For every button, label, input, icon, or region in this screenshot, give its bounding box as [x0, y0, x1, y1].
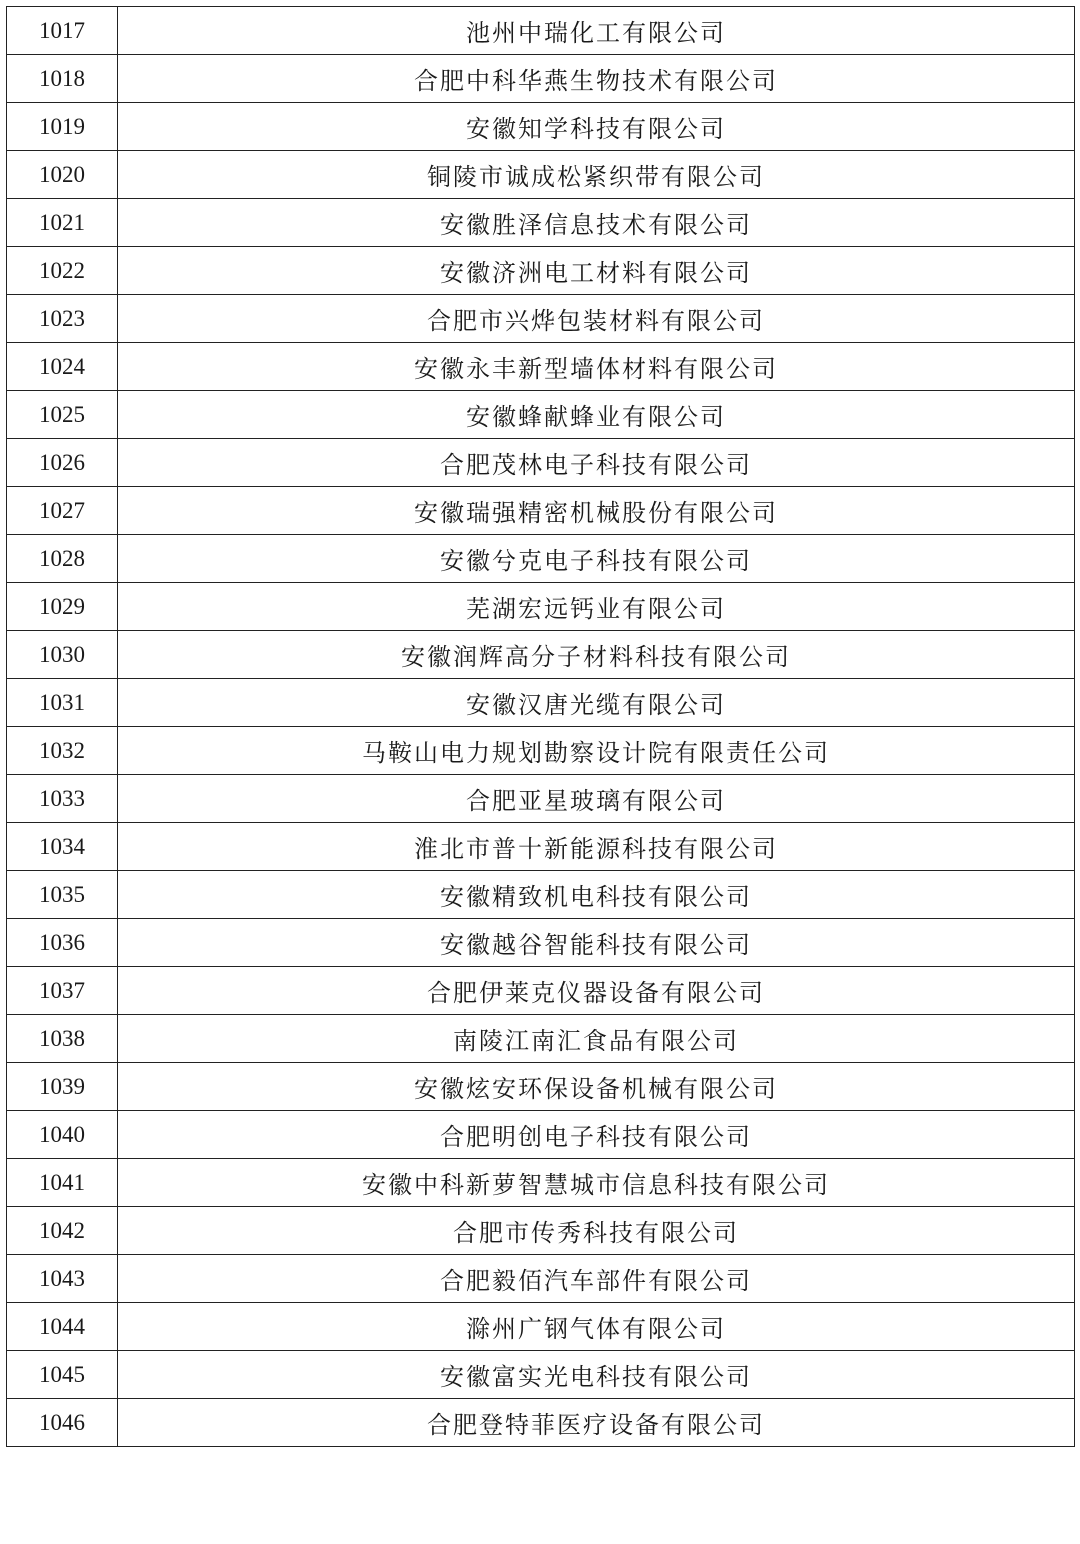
table-row: [7, 1351, 1075, 1399]
table-row: [7, 1207, 1075, 1255]
row-number: 1046: [7, 1399, 118, 1447]
company-name: 合肥茂林电子科技有限公司: [118, 439, 1075, 487]
company-name: 合肥亚星玻璃有限公司: [118, 775, 1075, 823]
table-row: [7, 1159, 1075, 1207]
row-number: 1023: [7, 295, 118, 343]
table-row: [7, 823, 1075, 871]
row-number: 1021: [7, 199, 118, 247]
row-number: 1024: [7, 343, 118, 391]
company-name: 安徽知学科技有限公司: [118, 103, 1075, 151]
row-number: 1019: [7, 103, 118, 151]
company-name: 淮北市普十新能源科技有限公司: [118, 823, 1075, 871]
table-row: [7, 631, 1075, 679]
company-name: 安徽兮克电子科技有限公司: [118, 535, 1075, 583]
table-row: [7, 679, 1075, 727]
row-number: 1045: [7, 1351, 118, 1399]
table-row: [7, 151, 1075, 199]
company-name: 合肥伊莱克仪器设备有限公司: [118, 967, 1075, 1015]
company-name: 马鞍山电力规划勘察设计院有限责任公司: [118, 727, 1075, 775]
table-row: [7, 343, 1075, 391]
table-row: [7, 1111, 1075, 1159]
table-row: [7, 391, 1075, 439]
table-row: [7, 1063, 1075, 1111]
table-row: [7, 103, 1075, 151]
row-number: 1026: [7, 439, 118, 487]
row-number: 1022: [7, 247, 118, 295]
company-name: 合肥明创电子科技有限公司: [118, 1111, 1075, 1159]
row-number: 1038: [7, 1015, 118, 1063]
company-name: 安徽越谷智能科技有限公司: [118, 919, 1075, 967]
company-name: 安徽中科新萝智慧城市信息科技有限公司: [118, 1159, 1075, 1207]
row-number: 1039: [7, 1063, 118, 1111]
row-number: 1032: [7, 727, 118, 775]
company-name: 安徽瑞强精密机械股份有限公司: [118, 487, 1075, 535]
row-number: 1027: [7, 487, 118, 535]
company-name: 安徽济洲电工材料有限公司: [118, 247, 1075, 295]
row-number: 1035: [7, 871, 118, 919]
table-row: [7, 1255, 1075, 1303]
row-number: 1036: [7, 919, 118, 967]
table-row: [7, 7, 1075, 55]
table-row: [7, 871, 1075, 919]
row-number: 1034: [7, 823, 118, 871]
row-number: 1017: [7, 7, 118, 55]
table-row: [7, 1303, 1075, 1351]
company-name: 安徽胜泽信息技术有限公司: [118, 199, 1075, 247]
row-number: 1037: [7, 967, 118, 1015]
company-name: 合肥毅佰汽车部件有限公司: [118, 1255, 1075, 1303]
company-name: 安徽精致机电科技有限公司: [118, 871, 1075, 919]
table-row: [7, 199, 1075, 247]
company-name: 安徽永丰新型墙体材料有限公司: [118, 343, 1075, 391]
company-name: 池州中瑞化工有限公司: [118, 7, 1075, 55]
row-number: 1025: [7, 391, 118, 439]
company-name: 安徽润辉高分子材料科技有限公司: [118, 631, 1075, 679]
company-name: 滁州广钢气体有限公司: [118, 1303, 1075, 1351]
row-number: 1043: [7, 1255, 118, 1303]
row-number: 1028: [7, 535, 118, 583]
row-number: 1031: [7, 679, 118, 727]
row-number: 1044: [7, 1303, 118, 1351]
row-number: 1033: [7, 775, 118, 823]
company-name: 南陵江南汇食品有限公司: [118, 1015, 1075, 1063]
table-row: [7, 1015, 1075, 1063]
table-row: [7, 967, 1075, 1015]
company-name: 安徽富实光电科技有限公司: [118, 1351, 1075, 1399]
company-name: 安徽汉唐光缆有限公司: [118, 679, 1075, 727]
table-row: [7, 583, 1075, 631]
company-name: 安徽蜂献蜂业有限公司: [118, 391, 1075, 439]
table-row: [7, 1399, 1075, 1447]
table-row: [7, 247, 1075, 295]
company-name: 合肥市传秀科技有限公司: [118, 1207, 1075, 1255]
row-number: 1029: [7, 583, 118, 631]
table-row: [7, 487, 1075, 535]
table-row: [7, 55, 1075, 103]
company-name: 芜湖宏远钙业有限公司: [118, 583, 1075, 631]
row-number: 1040: [7, 1111, 118, 1159]
company-name: 合肥登特菲医疗设备有限公司: [118, 1399, 1075, 1447]
table-row: [7, 439, 1075, 487]
table-row: [7, 727, 1075, 775]
table-row: [7, 535, 1075, 583]
company-list-table: [6, 6, 1075, 1447]
row-number: 1018: [7, 55, 118, 103]
row-number: 1042: [7, 1207, 118, 1255]
row-number: 1030: [7, 631, 118, 679]
company-name: 合肥中科华燕生物技术有限公司: [118, 55, 1075, 103]
table-row: [7, 919, 1075, 967]
table-row: [7, 295, 1075, 343]
row-number: 1020: [7, 151, 118, 199]
table-row: [7, 775, 1075, 823]
row-number: 1041: [7, 1159, 118, 1207]
company-name: 安徽炫安环保设备机械有限公司: [118, 1063, 1075, 1111]
company-name: 铜陵市诚成松紧织带有限公司: [118, 151, 1075, 199]
company-name: 合肥市兴烨包装材料有限公司: [118, 295, 1075, 343]
table-body: [7, 7, 1075, 1447]
